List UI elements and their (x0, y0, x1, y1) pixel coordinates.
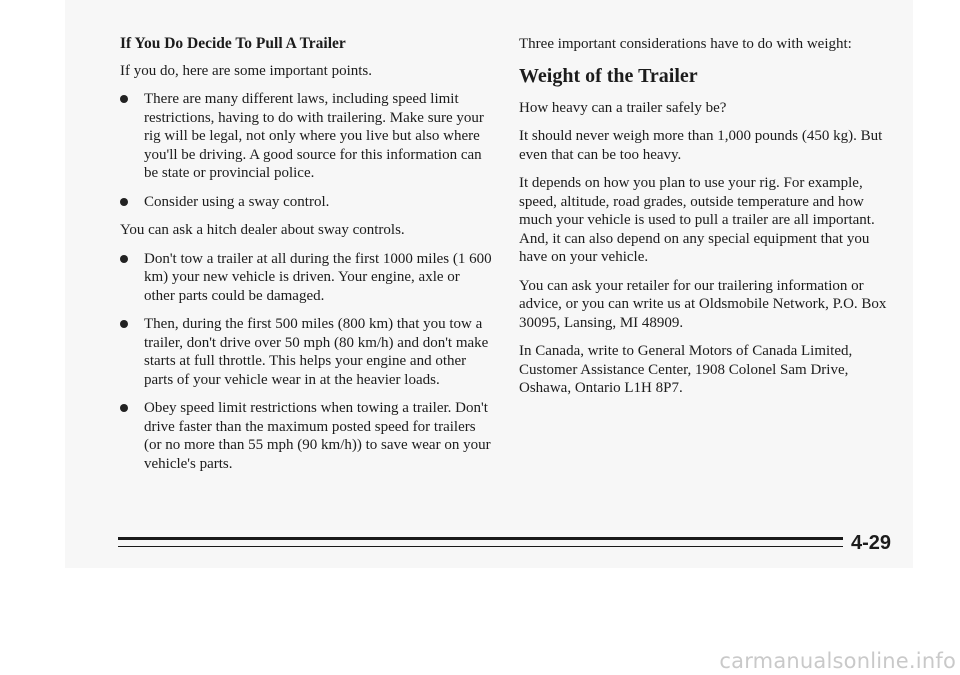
paragraph: It should never weigh more than 1,000 pounds (450 kg). But even that can be too heavy. (519, 128, 883, 163)
bullet-icon (120, 320, 128, 328)
bullet-text: There are many different laws, including speed limit restrictions, having to do with trailering. Make sure your rig will be legal, not only where you live but also where you'll be driving. A good source for this information can be state or provincial police. (144, 91, 484, 181)
bullet-text: Don't tow a trailer at all during the first 1000 miles (1 600 km) your new vehicle is driven. Your engine, axle or other parts could be damaged. (144, 250, 492, 304)
paragraph: How heavy can a trailer safely be? (519, 99, 727, 116)
footer-rule-thin (118, 546, 843, 547)
paragraph: It depends on how you plan to use your rig. For example, speed, altitude, road grades, outside temperature and how much your vehicle is used to pull a trailer are all important. And, it can also depend on any special equipment that you have on your vehicle. (519, 175, 875, 265)
section-title: Weight of the Trailer (519, 64, 698, 87)
bullet-icon (120, 95, 128, 103)
bullet-icon (120, 255, 128, 263)
left-column (120, 35, 492, 483)
bullet-icon (120, 404, 128, 412)
sway-note: You can ask a hitch dealer about sway controls. (120, 222, 405, 238)
bullet-item (120, 399, 492, 473)
bullet-item (120, 193, 492, 212)
weight-intro: Three important considerations have to do with weight: (519, 36, 852, 52)
paragraph: In Canada, write to General Motors of Canada Limited, Customer Assistance Center, 1908 Colonel Sam Drive, Oshawa, Ontario L1H 8P7. (519, 343, 853, 396)
bullet-text: Consider using a sway control. (144, 193, 330, 210)
bullet-text: Obey speed limit restrictions when towing a trailer. Don't drive faster than the maximum posted speed for trailers (or no more than 55 mph (90 km/h)) to save wear on your vehicle's parts. (144, 400, 491, 472)
page-number: 4-29 (851, 532, 892, 554)
watermark-text: carmanualsonline.info (719, 649, 956, 673)
paragraph: You can ask your retailer for our trailering information or advice, or you can write us at Oldsmobile Network, P.O. Box 30095, Lansing, MI 48909. (519, 277, 887, 331)
trailer-heading: If You Do Decide To Pull A Trailer (120, 35, 346, 52)
right-column (519, 35, 899, 408)
bullet-item (120, 315, 492, 389)
intro-text: If you do, here are some important points. (120, 62, 373, 79)
footer-rule-thick (118, 537, 843, 540)
bullet-item (120, 90, 492, 183)
bullet-item (120, 250, 492, 306)
bullet-icon (120, 198, 128, 206)
bullet-text: Then, during the first 500 miles (800 km) that you tow a trailer, don't drive over 50 mph (80 km/h) and don't make starts at full throttle. This helps your engine and other parts of your vehicle wear in at the heavier loads. (144, 316, 489, 388)
